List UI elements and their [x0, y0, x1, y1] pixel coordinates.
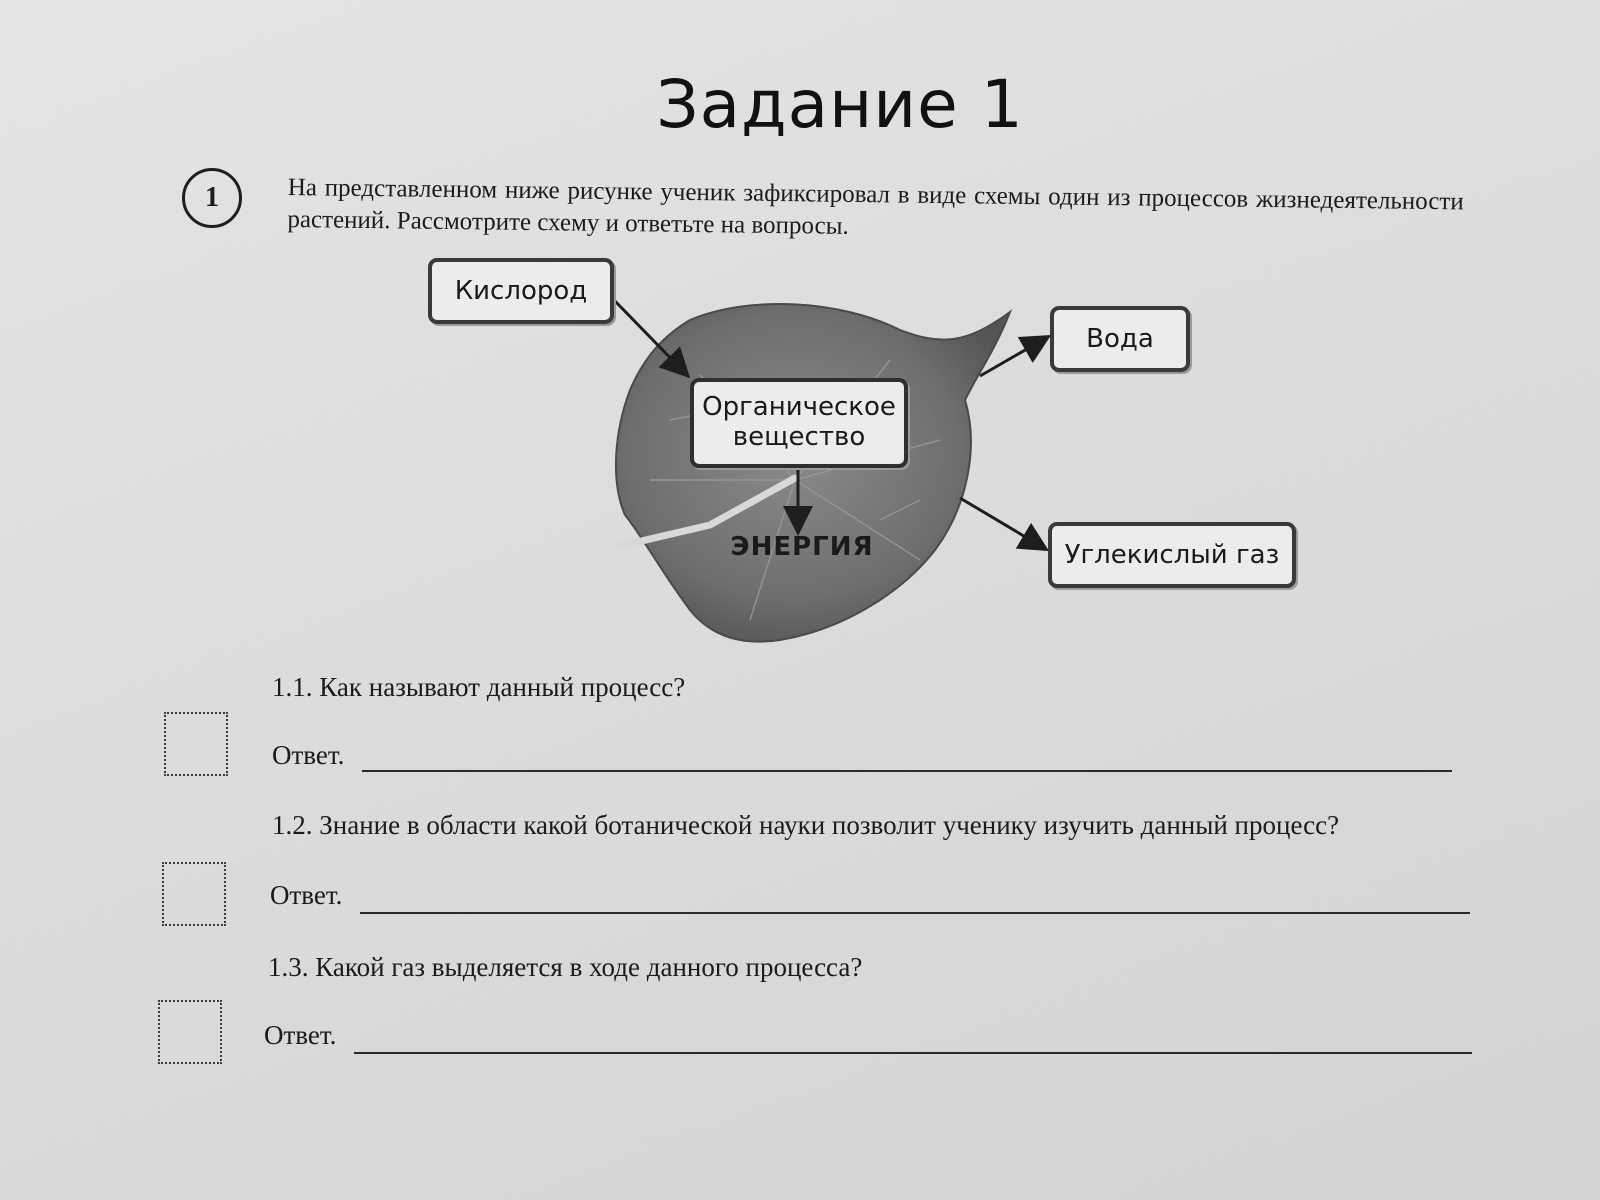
organic-matter-box: Органическое вещество: [690, 378, 908, 468]
answer-line-1-2[interactable]: [360, 912, 1470, 914]
carbon-dioxide-box: Углекислый газ: [1048, 522, 1296, 588]
answer-label-1-2: Ответ.: [270, 880, 343, 910]
question-1-2: 1.2. Знание в области какой ботанической науки позволит ученику изучить данный процесс?: [272, 810, 1340, 840]
answer-line-1-1[interactable]: [362, 770, 1452, 772]
score-box-1-3[interactable]: [158, 1000, 222, 1064]
question-1-1: 1.1. Как называют данный процесс?: [272, 672, 686, 702]
energy-label: ЭНЕРГИЯ: [730, 532, 874, 562]
question-1-3: 1.3. Какой газ выделяется в ходе данного процесса?: [268, 952, 863, 982]
task-intro-text: На представленном ниже рисунке ученик зафиксировал в виде схемы один из процессов жизнедеятельности растений. Рассмотрите схему и ответьте на вопросы.: [287, 173, 1464, 240]
task-number-badge: 1: [182, 168, 242, 228]
oxygen-box: Кислород: [428, 258, 614, 324]
respiration-diagram: [420, 250, 1320, 660]
score-box-1-2[interactable]: [162, 862, 226, 926]
leaf-shape: [616, 304, 1010, 642]
score-box-1-1[interactable]: [164, 712, 228, 776]
arrow-organic-to-co2: [960, 498, 1044, 548]
answer-label-1-3: Ответ.: [264, 1020, 337, 1050]
answer-label-1-1: Ответ.: [272, 740, 345, 770]
answer-line-1-3[interactable]: [354, 1052, 1472, 1054]
page-title: Задание 1: [656, 66, 1024, 143]
water-box: Вода: [1050, 306, 1190, 372]
